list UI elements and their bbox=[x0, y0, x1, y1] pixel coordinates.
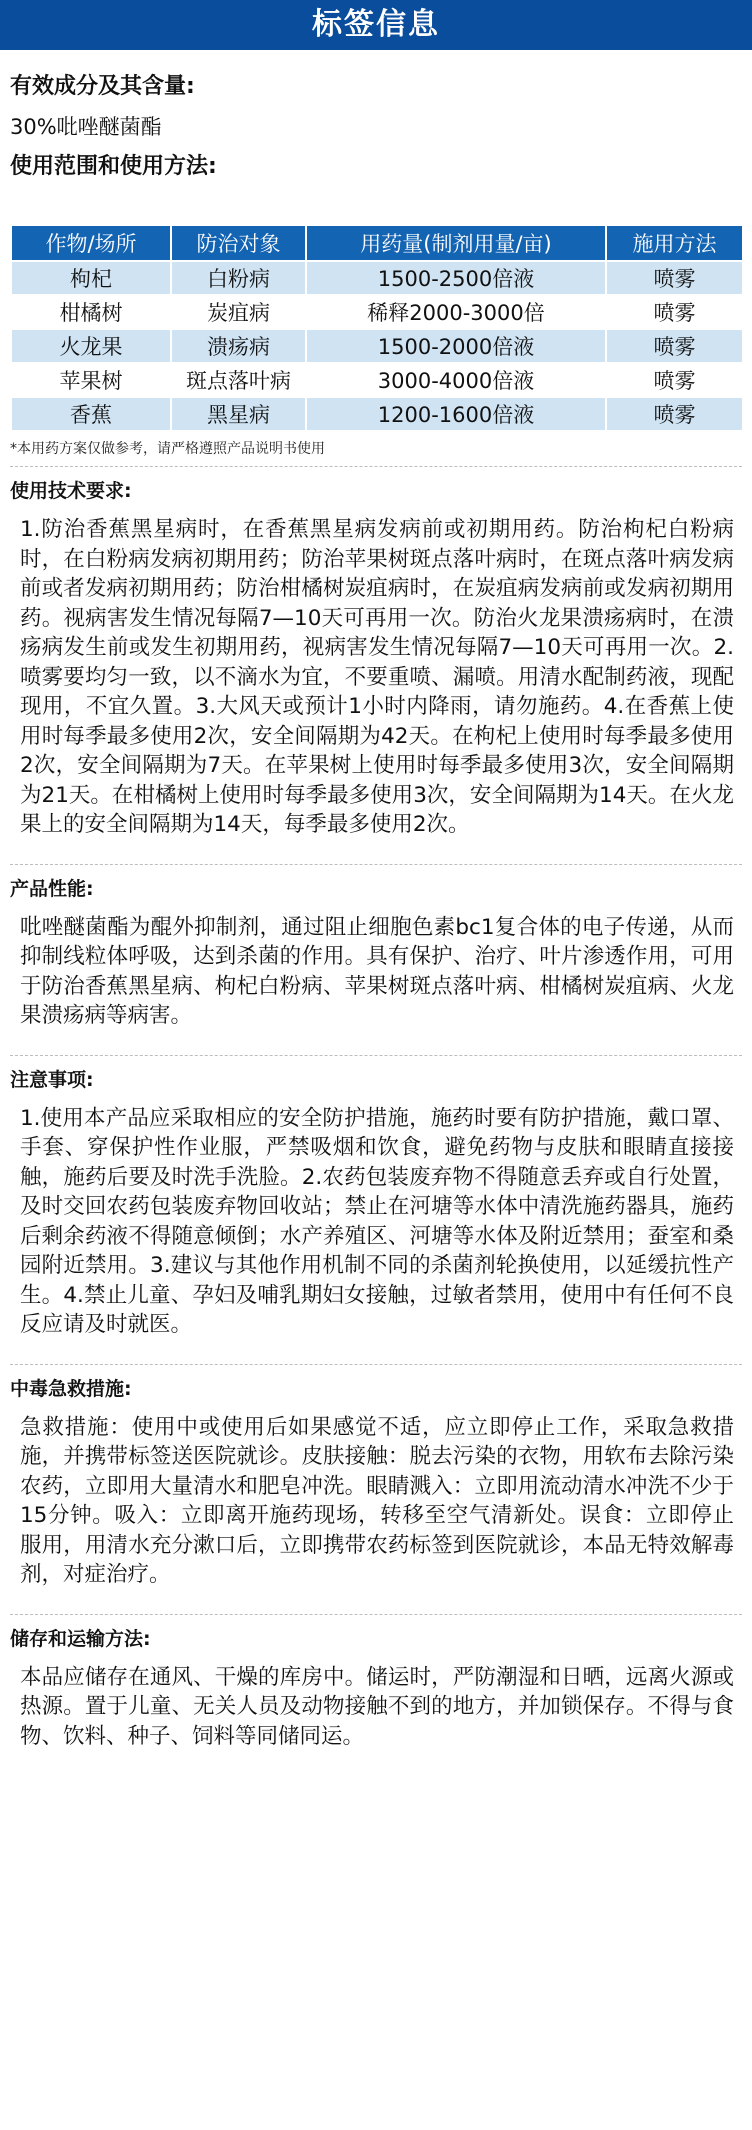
table-cell: 苹果树 bbox=[11, 363, 171, 397]
section-body-performance: 吡唑醚菌酯为醌外抑制剂，通过阻止细胞色素bc1复合体的电子传递，从而抑制线粒体呼吸，达到杀菌的作用。具有保护、治疗、叶片渗透作用，可用于防治香蕉黑星病、枸杞白粉病、苹果树斑点落叶病、柑橘树炭疽病、火龙果溃疡病等病害。 bbox=[20, 914, 734, 1028]
section-divider bbox=[10, 1614, 742, 1615]
page-title: 标签信息 bbox=[312, 7, 440, 42]
section-title-technical: 使用技术要求: bbox=[10, 480, 132, 502]
section-body-storage: 本品应储存在通风、干燥的库房中。储运时，严防潮湿和日晒，远离火源或热源。置于儿童、无关人员及动物接触不到的地方，并加锁保存。不得与食物、饮料、种子、饲料等同储同运。 bbox=[20, 1664, 734, 1749]
table-cell: 溃疡病 bbox=[171, 329, 306, 363]
column-header-crop: 作物/场所 bbox=[11, 225, 171, 261]
table-cell: 稀释2000-3000倍 bbox=[306, 295, 606, 329]
column-header-target: 防治对象 bbox=[171, 225, 306, 261]
column-header-method: 施用方法 bbox=[606, 225, 743, 261]
usage-table bbox=[10, 224, 744, 432]
table-cell: 白粉病 bbox=[171, 261, 306, 295]
table-row bbox=[11, 261, 743, 295]
section-title-performance: 产品性能: bbox=[10, 877, 94, 900]
column-header-dosage: 用药量(制剂用量/亩) bbox=[306, 225, 606, 261]
ingredient-heading: 有效成分及其含量: bbox=[10, 74, 195, 99]
label-content bbox=[0, 72, 752, 1751]
section-body-technical: 1.防治香蕉黑星病时，在香蕉黑星病发病前或初期用药。防治枸杞白粉病时，在白粉病发病初期用药；防治苹果树斑点落叶病时，在斑点落叶病发病前或者发病初期用药；防治柑橘树炭疽病时，在炭疽病发病前或发病初期用药。视病害发生情况每隔7—10天可再用一次。防治火龙果溃疡病时，在溃疡病发生前或发生初期用药，视病害发生情况每隔7—10天可再用一次。2.喷雾要均匀一致，以不滴水为宜，不要重喷、漏喷。用清水配制药液，现配现用，不宜久置。3.大风天或预计1小时内降雨，请勿施药。4.在香蕉上使用时每季最多使用2次，安全间隔期为42天。在枸杞上使用时每季最多使用2次，安全间隔期为7天。在苹果树上使用时每季最多使用3次，安全间隔期为21天。在柑橘树上使用时每季最多使用3次，安全间隔期为14天。在火龙果上的安全间隔期为14天，每季最多使用2次。 bbox=[20, 517, 734, 837]
table-row bbox=[11, 295, 743, 329]
table-header-row bbox=[11, 225, 743, 261]
table-cell: 喷雾 bbox=[606, 329, 743, 363]
table-cell: 斑点落叶病 bbox=[171, 363, 306, 397]
section-title-storage: 储存和运输方法: bbox=[10, 1627, 151, 1650]
table-cell: 1500-2500倍液 bbox=[306, 261, 606, 295]
section-title-precautions: 注意事项: bbox=[10, 1068, 94, 1091]
table-row bbox=[11, 397, 743, 431]
usage-heading: 使用范围和使用方法: bbox=[10, 154, 217, 179]
section-body-first-aid: 急救措施：使用中或使用后如果感觉不适，应立即停止工作，采取急救措施，并携带标签送医院就诊。皮肤接触：脱去污染的衣物，用软布去除污染农药，立即用大量清水和肥皂冲洗。眼睛溅入：立即用流动清水冲洗不少于15分钟。吸入：立即离开施药现场，转移至空气清新处。误食：立即停止服用，用清水充分漱口后，立即携带农药标签到医院就诊，本品无特效解毒剂，对症治疗。 bbox=[20, 1414, 734, 1587]
table-row bbox=[11, 329, 743, 363]
table-cell: 喷雾 bbox=[606, 363, 743, 397]
table-cell: 火龙果 bbox=[11, 329, 171, 363]
section-title-first-aid: 中毒急救措施: bbox=[10, 1377, 132, 1400]
table-cell: 喷雾 bbox=[606, 261, 743, 295]
section-divider bbox=[10, 466, 742, 467]
table-cell: 1200-1600倍液 bbox=[306, 397, 606, 431]
section-divider bbox=[10, 1055, 742, 1056]
page-header bbox=[0, 0, 752, 50]
section-divider bbox=[10, 864, 742, 865]
table-cell: 黑星病 bbox=[171, 397, 306, 431]
table-cell: 3000-4000倍液 bbox=[306, 363, 606, 397]
table-row bbox=[11, 363, 743, 397]
table-cell: 喷雾 bbox=[606, 397, 743, 431]
section-body-precautions: 1.使用本产品应采取相应的安全防护措施，施药时要有防护措施，戴口罩、手套、穿保护性作业服，严禁吸烟和饮食，避免药物与皮肤和眼睛直接接触，施药后要及时洗手洗脸。2.农药包装废弃物不得随意丢弃或自行处置，及时交回农药包装废弃物回收站；禁止在河塘等水体中清洗施药器具，施药后剩余药液不得随意倾倒；水产养殖区、河塘等水体及附近禁用；蚕室和桑园附近禁用。3.建议与其他作用机制不同的杀菌剂轮换使用，以延缓抗性产生。4.禁止儿童、孕妇及哺乳期妇女接触，过敏者禁用，使用中有任何不良反应请及时就医。 bbox=[20, 1105, 734, 1337]
table-cell: 喷雾 bbox=[606, 295, 743, 329]
table-cell: 1500-2000倍液 bbox=[306, 329, 606, 363]
ingredient-value: 30%吡唑醚菌酯 bbox=[10, 115, 162, 139]
section-divider bbox=[10, 1364, 742, 1365]
table-cell: 香蕉 bbox=[11, 397, 171, 431]
usage-note: *本用药方案仅做参考，请严格遵照产品说明书使用 bbox=[10, 441, 325, 457]
table-cell: 枸杞 bbox=[11, 261, 171, 295]
table-cell: 柑橘树 bbox=[11, 295, 171, 329]
table-cell: 炭疽病 bbox=[171, 295, 306, 329]
